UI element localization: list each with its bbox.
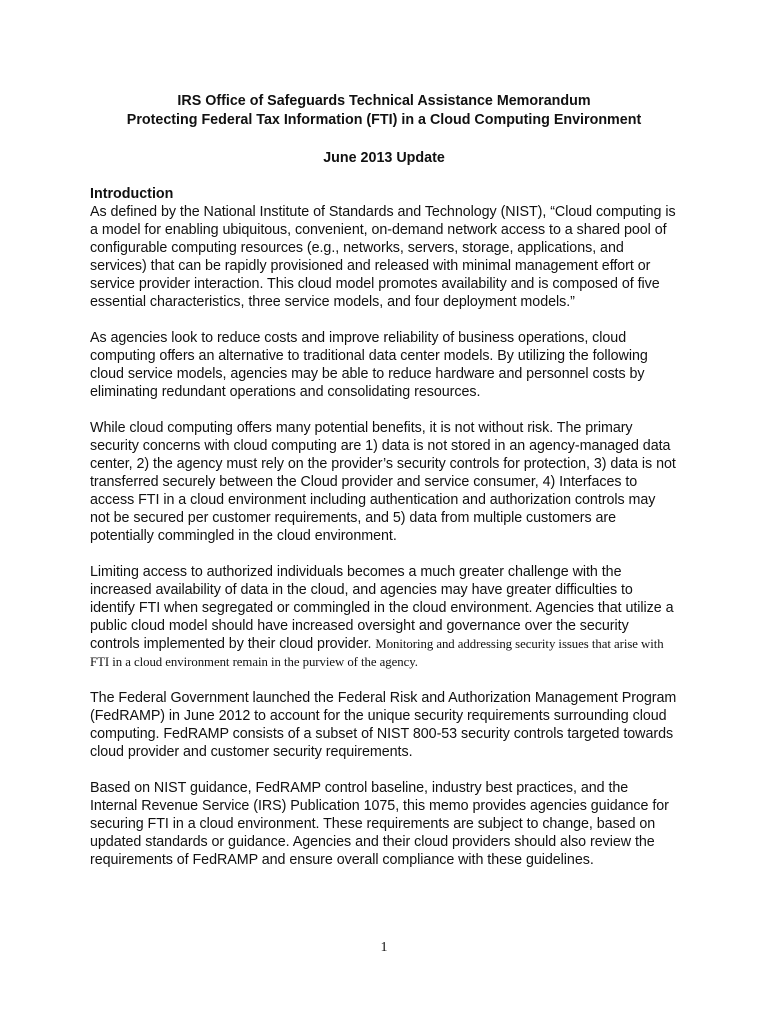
memo-date: June 2013 Update <box>323 150 445 166</box>
memo-title-line-2: Protecting Federal Tax Information (FTI) in a Cloud Computing Environment <box>126 112 642 128</box>
document-page <box>90 92 678 887</box>
intro-paragraph-4 <box>90 563 678 671</box>
intro-paragraph-4-serif: Monitoring and addressing security issues that arise with FTI in a cloud environment remain in the purview of the agency. <box>90 637 664 669</box>
intro-paragraph-6: Based on NIST guidance, FedRAMP control baseline, industry best practices, and the Internal Revenue Service (IRS) Publication 1075, this memo provides agencies guidance for securing FTI in a cloud environment. These requirements are subject to change, based on updated standards or guidance. Agencies and their cloud providers should also review the requirements of FedRAMP and ensure overall compliance with these guidelines. <box>90 780 669 868</box>
intro-paragraph-1: As defined by the National Institute of Standards and Technology (NIST), “Cloud computing is a model for enabling ubiquitous, convenient, on-demand network access to a shared pool of configurable computing resources (e.g., networks, servers, storage, applications, and services) that can be rapidly provisioned and released with minimal management effort or service provider interaction. This cloud model promotes availability and is composed of five essential characteristics, three service models, and four deployment models.” <box>90 204 676 310</box>
page-number: 1 <box>380 940 388 955</box>
memo-title-line-1: IRS Office of Safeguards Technical Assistance Memorandum <box>177 93 591 109</box>
intro-paragraph-4-main: Limiting access to authorized individuals becomes a much greater challenge with the increased availability of data in the cloud, and agencies may have greater difficulties to identify FTI when segregated or commingled in the cloud environment. Agencies that utilize a public cloud model should have increased oversight and governance over the security controls implemented by their cloud provider. <box>90 564 674 652</box>
introduction-heading: Introduction <box>90 186 174 202</box>
intro-paragraph-5: The Federal Government launched the Federal Risk and Authorization Management Program (FedRAMP) in June 2012 to account for the unique security requirements surrounding cloud computing. FedRAMP consists of a subset of NIST 800-53 security controls targeted towards cloud provider and customer security requirements. <box>90 690 677 760</box>
document-title-block <box>90 92 678 168</box>
intro-paragraph-2: As agencies look to reduce costs and improve reliability of business operations, cloud computing offers an alternative to traditional data center models. By utilizing the following cloud service models, agencies may be able to reduce hardware and personnel costs by eliminating redundant operations and consolidating resources. <box>90 330 648 400</box>
intro-paragraph-3: While cloud computing offers many potential benefits, it is not without risk. The primary security concerns with cloud computing are 1) data is not stored in an agency-managed data center, 2) the agency must rely on the provider’s security controls for protection, 3) data is not transferred securely between the Cloud provider and service consumer, 4) Interfaces to access FTI in a cloud environment including authentication and authorization controls may not be secured per customer requirements, and 5) data from multiple customers are potentially commingled in the cloud environment. <box>90 420 676 544</box>
